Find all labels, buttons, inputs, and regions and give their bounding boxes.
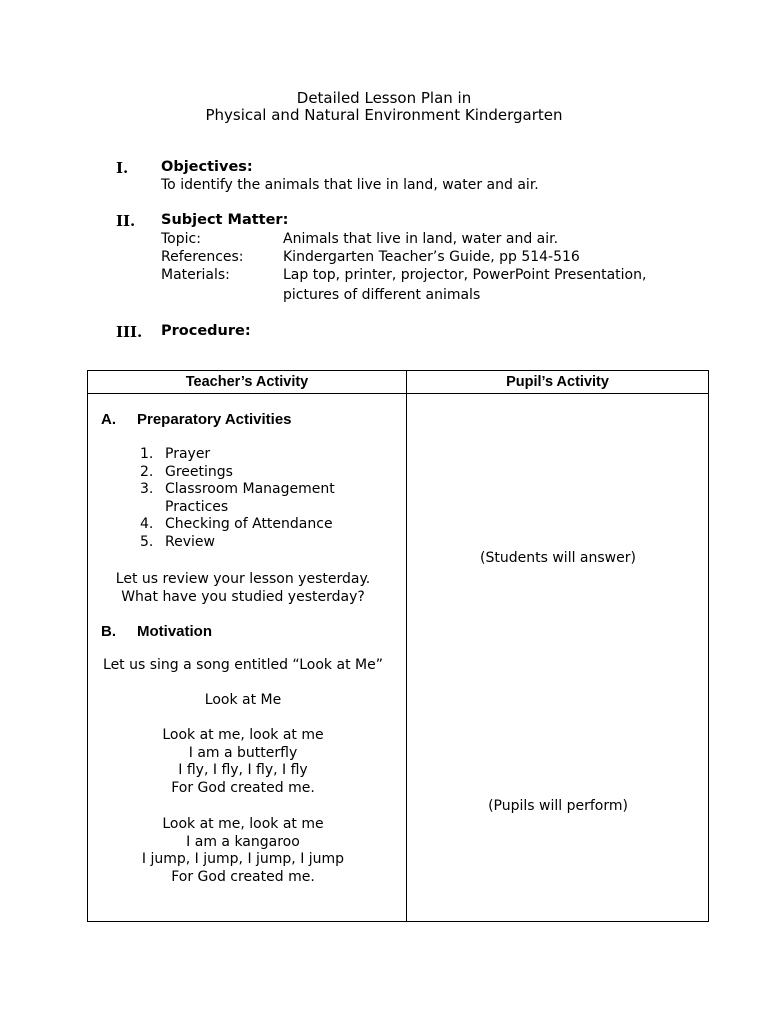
verse-line: I fly, I fly, I fly, I fly [178, 762, 308, 779]
list-item: 3. Classroom Management [140, 481, 335, 498]
section-a-heading: Preparatory Activities [137, 411, 292, 428]
materials-label: Materials: [161, 267, 230, 283]
verse-line: I jump, I jump, I jump, I jump [141, 851, 345, 868]
section-a-letter: A. [101, 411, 116, 428]
list-item: 5. Review [140, 533, 215, 550]
activity-table [87, 370, 709, 922]
list-item: 4. Checking of Attendance [140, 516, 333, 533]
pupil-answer: (Students will answer) [480, 550, 636, 566]
section-number: III. [116, 323, 143, 341]
song-verse-1 [88, 727, 398, 797]
section-b-letter: B. [101, 623, 116, 640]
pupil-activity-header: Pupil’s Activity [407, 371, 709, 394]
list-item: 2. Greetings [140, 463, 233, 480]
verse-line: Look at me, look at me [162, 727, 324, 743]
section-b-heading: Motivation [137, 623, 212, 640]
teacher-activity-header: Teacher’s Activity [88, 371, 407, 394]
preparatory-list [140, 446, 400, 552]
pupil-activity-cell [407, 394, 709, 922]
verse-line: I am a butterfly [188, 744, 298, 761]
references-label: References: [161, 249, 244, 265]
song-verse-2 [88, 816, 398, 886]
section-number: I. [116, 159, 129, 177]
teacher-activity-cell [88, 394, 407, 922]
objectives-text: To identify the animals that live in land, water and air. [161, 177, 539, 193]
song-intro: Let us sing a song entitled “Look at Me” [103, 657, 383, 673]
review-line: Let us review your lesson yesterday. [115, 571, 371, 587]
list-item: 1. Prayer [140, 446, 211, 462]
review-line: What have you studied yesterday? [121, 589, 365, 605]
title-line-2: Physical and Natural Environment Kindergarten [205, 106, 563, 124]
title-line-1: Detailed Lesson Plan in [296, 89, 472, 107]
materials-value: Lap top, printer, projector, PowerPoint Presentation, [283, 267, 647, 283]
references-value: Kindergarten Teacher’s Guide, pp 514-516 [283, 249, 580, 265]
subject-matter-heading: Subject Matter: [161, 212, 289, 228]
verse-line: Look at me, look at me [162, 816, 324, 832]
list-item: Practices [165, 498, 229, 515]
verse-line: I am a kangaroo [186, 833, 300, 850]
pupil-perform: (Pupils will perform) [488, 798, 628, 814]
objectives-heading: Objectives: [161, 159, 253, 175]
materials-value-continued: pictures of different animals [283, 287, 481, 303]
topic-value: Animals that live in land, water and air. [283, 231, 559, 247]
review-prompt [88, 570, 398, 606]
topic-label: Topic: [161, 231, 201, 247]
verse-line: For God created me. [171, 868, 315, 885]
procedure-heading: Procedure: [161, 323, 251, 339]
verse-line: For God created me. [171, 779, 315, 796]
section-number: II. [116, 212, 136, 230]
song-title: Look at Me [204, 692, 282, 708]
